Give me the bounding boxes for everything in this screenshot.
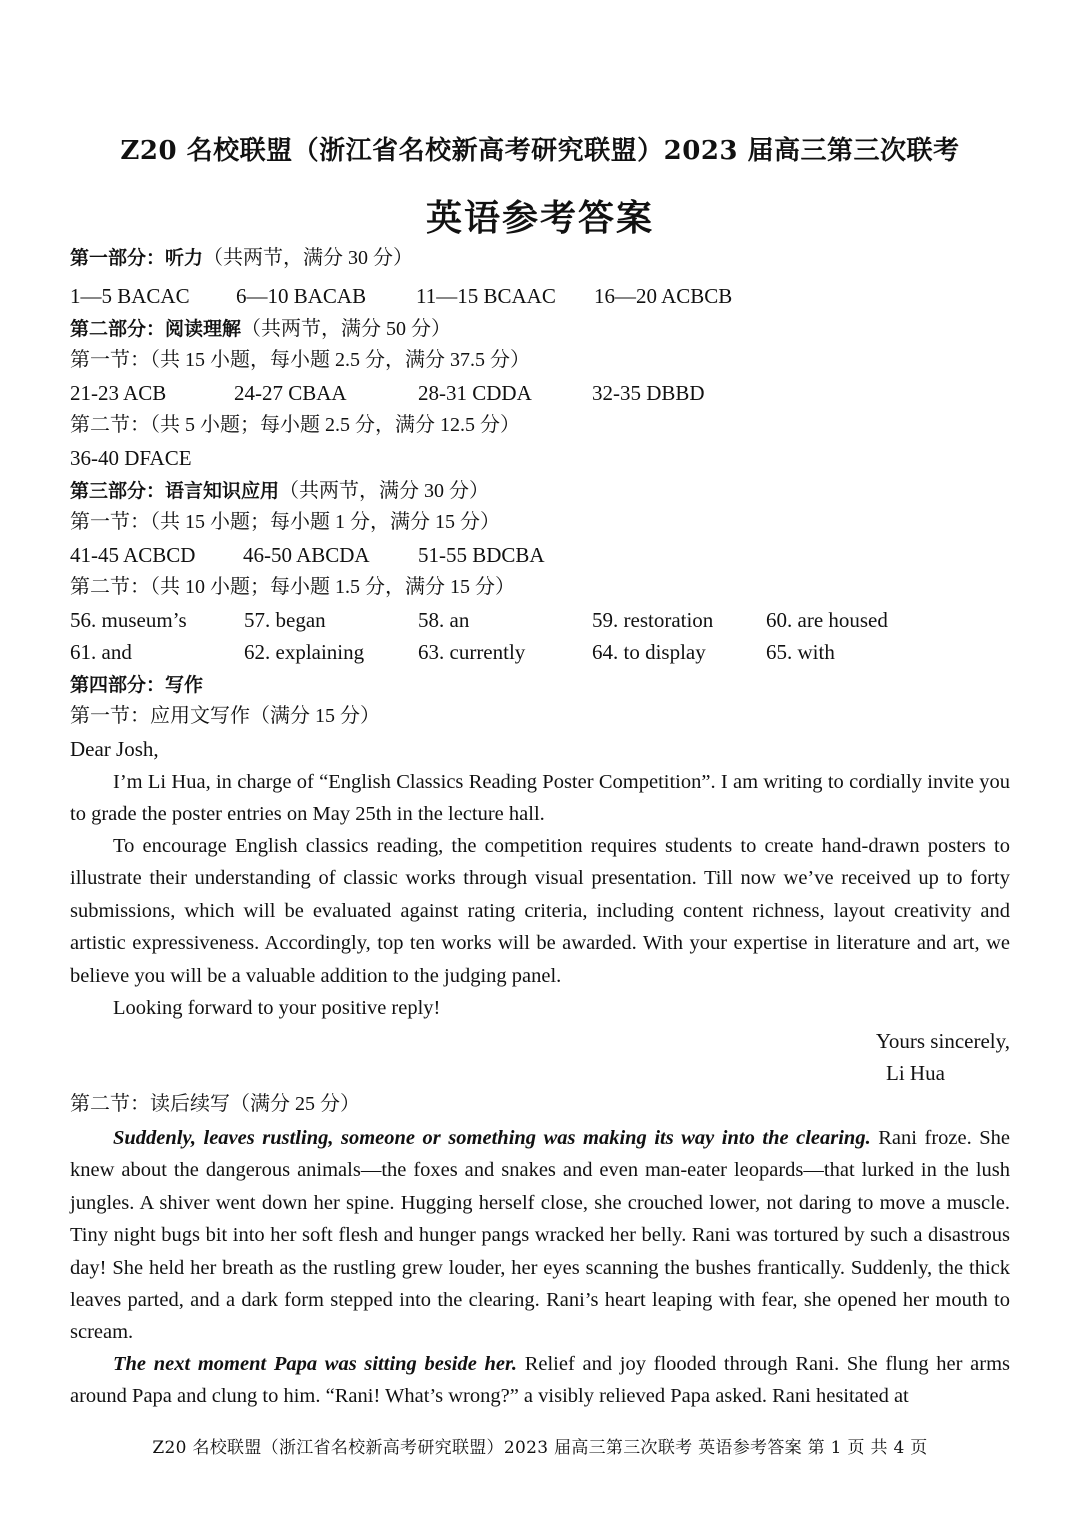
answer-item: 56. museum’s [70, 608, 187, 632]
story-lead-sentence-1: Suddenly, leaves rustling, someone or something was making its way into the clearing. [113, 1127, 871, 1149]
document-subtitle: 英语参考答案 [425, 198, 654, 239]
part3-section1-heading: 第一节：（共 15 小题；每小题 1 分，满分 15 分） [70, 511, 500, 533]
answer-item: 60. are housed [766, 608, 888, 632]
answer-item: 58. an [418, 608, 470, 632]
part4-heading [70, 669, 203, 700]
part3-section2-heading: 第二节：（共 10 小题；每小题 1.5 分，满分 15 分） [70, 576, 515, 598]
part2-heading-note: （共两节，满分 50 分） [241, 318, 452, 340]
part1-heading-label: 第一部分：听力 [70, 247, 204, 269]
answer-item: 62. explaining [244, 640, 365, 664]
answer-group: 36-40 DFACE [70, 446, 192, 470]
part2-heading-label: 第二部分：阅读理解 [70, 318, 242, 340]
answer-group: 51-55 BDCBA [418, 543, 545, 567]
answer-group: 46-50 ABCDA [243, 543, 370, 567]
answer-item: 63. currently [418, 640, 526, 664]
page-footer: Z20 名校联盟（浙江省名校新高考研究联盟）2023 届高三第三次联考 英语参考答案 第 1 页 共 4 页 [152, 1438, 928, 1458]
answer-group: 6—10 BACAB [236, 284, 367, 308]
answer-item: 64. to display [592, 640, 706, 664]
letter-closing: Yours sincerely, [875, 1029, 1010, 1053]
part4-section1-heading: 第一节：应用文写作（满分 15 分） [70, 705, 380, 727]
story-body-2: Relief and joy flooded through Rani. She flung her arms around Papa and clung to him. “Rani! What’s wrong?” a visibly relieved Papa asked. Rani hesitated at [70, 1353, 1011, 1408]
part2-section2-heading: 第二节：（共 5 小题；每小题 2.5 分，满分 12.5 分） [70, 414, 520, 436]
part3-heading [70, 475, 489, 506]
part2-heading [70, 313, 451, 344]
answer-group: 28-31 CDDA [418, 381, 532, 405]
part4-heading-label: 第四部分：写作 [70, 674, 204, 696]
part3-heading-label: 第三部分：语言知识应用 [70, 480, 280, 502]
part2-section1-heading: 第一节：（共 15 小题，每小题 2.5 分，满分 37.5 分） [70, 349, 530, 371]
letter-paragraph-1: I’m Li Hua, in charge of “English Classics Reading Poster Competition”. I am writing to cordially invite you to grade the poster entries on May 25th in the lecture hall. [70, 771, 1010, 826]
letter-signature: Li Hua [886, 1061, 945, 1085]
answer-group: 24-27 CBAA [234, 381, 347, 405]
answer-item: 65. with [766, 640, 835, 664]
answer-group: 21-23 ACB [70, 381, 167, 405]
answer-group: 41-45 ACBCD [70, 543, 196, 567]
story-body-1: Rani froze. She knew about the dangerous animals—the foxes and snakes and even man-eater leopards—that lurked in the lush jungles. A shiver went down her spine. Hugging herself close, she crouched lower, not daring to move a muscle. Tiny night bugs bit into her soft flesh and hunger pangs wracked her belly. Rani was tortured by such a disastrous day! She held her breath as the rustling grew louder, her eyes scanning the bushes frantically. Suddenly, the thick leaves parted, and a dark form stepped into the clearing. Rani’s heart leaping with fear, she opened her mouth to scream. [70, 1127, 1011, 1344]
answer-item: 59. restoration [592, 608, 714, 632]
letter-paragraph-2: To encourage English classics reading, the competition requires students to create hand-drawn posters to illustrate their understanding of classic works through visual presentation. Till now we’ve received up to forty submissions, which will be evaluated against rating criteria, including content richness, layout creativity and artistic expressiveness. Accordingly, top ten works will be awarded. With your expertise in literature and art, we believe you will be a valuable addition to the judging panel. [70, 835, 1010, 987]
story-lead-sentence-2: The next moment Papa was sitting beside her. [113, 1353, 518, 1375]
letter-paragraph-3: Looking forward to your positive reply! [113, 997, 441, 1019]
answer-item: 57. began [244, 608, 326, 632]
answer-group: 16—20 ACBCB [594, 284, 733, 308]
story-paragraph-1 [70, 1122, 1010, 1349]
exam-title: Z20 名校联盟（浙江省名校新高考研究联盟）2023 届高三第三次联考 [120, 136, 960, 166]
answer-group: 1—5 BACAC [70, 284, 190, 308]
answer-item: 61. and [70, 640, 132, 664]
part1-heading-note: （共两节，满分 30 分） [203, 247, 414, 269]
answer-group: 32-35 DBBD [592, 381, 705, 405]
part4-section2-heading: 第二节：读后续写（满分 25 分） [70, 1093, 360, 1115]
story-paragraph-2 [70, 1348, 1010, 1413]
letter-greeting: Dear Josh, [70, 737, 159, 761]
answer-group: 11—15 BCAAC [416, 284, 556, 308]
part3-heading-note: （共两节，满分 30 分） [279, 480, 490, 502]
part1-heading [70, 242, 413, 273]
